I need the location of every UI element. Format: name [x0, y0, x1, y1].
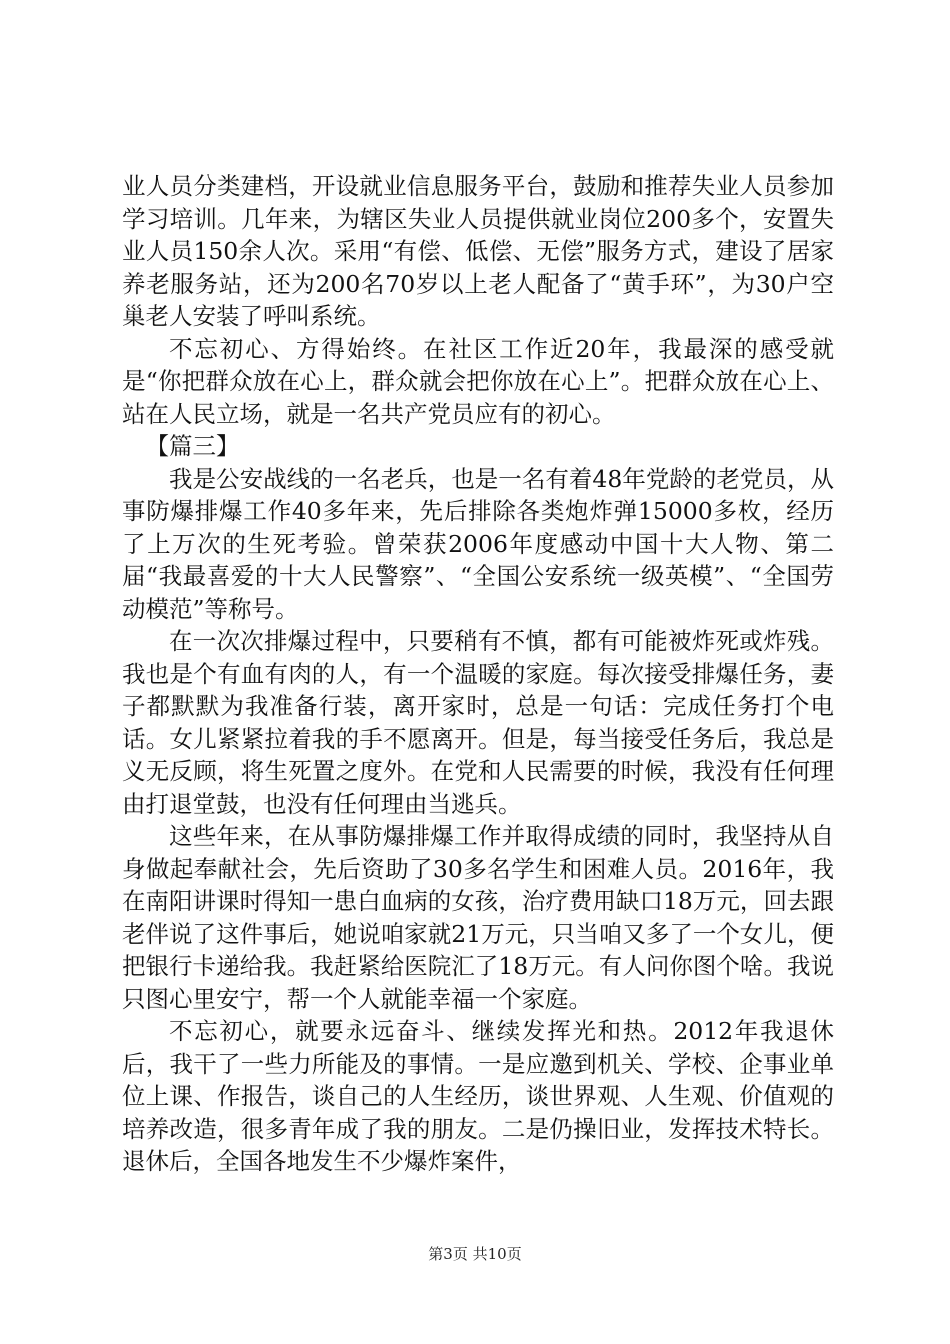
- section-heading: 【篇三】: [145, 432, 240, 460]
- paragraph: 我是公安战线的一名老兵，也是一名有着48年党龄的老党员，从事防爆排爆工作40多年来，先后排除各类炮炸弹15000多枚，经历了上万次的生死考验。曾荣获2006年度感动中国十大人物、第二届“我最喜爱的十大人民警察”、“全国公安系统一级英模”、“全国劳动模范”等称号。: [122, 464, 834, 623]
- paragraph-continued: 业人员分类建档，开设就业信息服务平台，鼓励和推荐失业人员参加学习培训。几年来，为辖区失业人员提供就业岗位200多个，安置失业人员150余人次。采用“有偿、低偿、无偿”服务方式，建设了居家养老服务站，还为200名70岁以上老人配备了“黄手环”，为30户空巢老人安装了呼叫系统。: [122, 172, 834, 330]
- document-body: [122, 170, 834, 1178]
- page-number-footer: 第3页 共10页: [428, 1245, 522, 1263]
- paragraph: 不忘初心、方得始终。在社区工作近20年，我最深的感受就是“你把群众放在心上，群众就会把你放在心上”。把群众放在心上、站在人民立场，就是一名共产党员应有的初心。: [122, 334, 834, 428]
- paragraph: 在一次次排爆过程中，只要稍有不慎，都有可能被炸死或炸残。我也是个有血有肉的人，有一个温暖的家庭。每次接受排爆任务，妻子都默默为我准备行装，离开家时，总是一句话：完成任务打个电话。女儿紧紧拉着我的手不愿离开。但是，每当接受任务后，我总是义无反顾，将生死置之度外。在党和人民需要的时候，我没有任何理由打退堂鼓，也没有任何理由当逃兵。: [122, 627, 834, 818]
- paragraph: 不忘初心，就要永远奋斗、继续发挥光和热。2012年我退休后，我干了一些力所能及的事情。一是应邀到机关、学校、企事业单位上课、作报告，谈自己的人生经历，谈世界观、人生观、价值观的培养改造，很多青年成了我的朋友。二是仍操旧业，发挥技术特长。退休后，全国各地发生不少爆炸案件，: [122, 1017, 834, 1175]
- paragraph: 这些年来，在从事防爆排爆工作并取得成绩的同时，我坚持从自身做起奉献社会，先后资助了30多名学生和困难人员。2016年，我在南阳讲课时得知一患白血病的女孩，治疗费用缺口18万元，回去跟老伴说了这件事后，她说咱家就21万元，只当咱又多了一个女儿，便把银行卡递给我。我赶紧给医院汇了18万元。有人问你图个啥。我说只图心里安宁，帮一个人就能幸福一个家庭。: [122, 822, 834, 1013]
